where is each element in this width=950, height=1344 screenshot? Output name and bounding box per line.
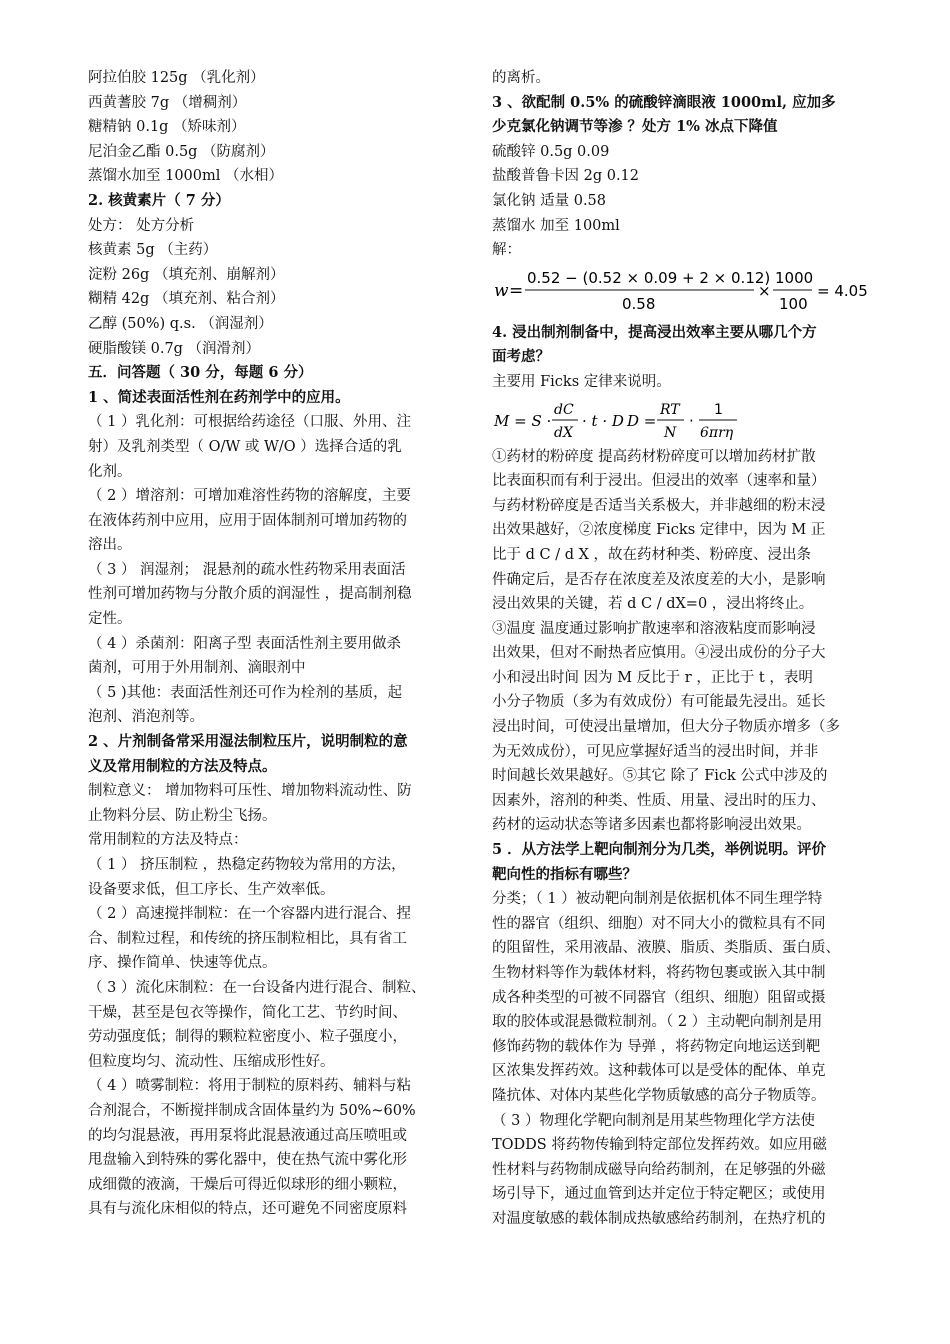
text-line: （ 3 ）物理化学靶向制剂是用某些物理化学方法使 [492,1112,815,1129]
text-line: 乙醇 (50%) q.s. （润湿剂） [88,315,273,332]
heading-line: 4. 浸出制剂制备中，提高浸出效率主要从哪几个方 [492,323,817,341]
formula-w-times: × [758,281,771,300]
text-line: 硬脂酸镁 0.7g （润滑剂） [88,340,261,357]
text-line: 的离析。 [492,70,550,86]
text-line: 成各种类型的可被不同器官（组织、细胞）阻留或摄 [492,989,826,1006]
heading-line: 靶向性的指标有哪些？ [492,865,637,883]
text-line: 但粒度均匀、流动性、压缩成形性好。 [88,1053,335,1070]
text-line: 具有与流化床相似的特点，还可避免不同密度原料 [88,1201,407,1218]
text-line: 分类；（ 1 ）被动靶向制剂是依据机体不同生理学特 [492,891,823,908]
formula-d-dot: · [689,411,694,430]
text-line: 件确定后，是否存在浓度差及浓度差的大小，是影响 [492,571,826,588]
heading-line: 5 ．从方法学上靶向制剂分为几类，举例说明。评价 [492,841,827,859]
formula-m-lhs: M = S · [494,411,552,430]
text-line: 主要用 Ficks 定律来说明。 [492,373,671,390]
text-line: 时间越长效果越好。⑤其它 除了 Fick 公式中涉及的 [492,768,828,785]
text-line: 对温度敏感的载体制成热敏感给药制剂，在热疗机的 [492,1210,826,1227]
text-line: （ 3 ）流化床制粒：在一台设备内进行混合、制粒、 [88,979,426,996]
formula-d-n: N [664,424,677,441]
text-line: 的均匀混悬液，再用泵将此混悬液通过高压喷咀或 [88,1127,407,1144]
text-line: 性的器官（组织、细胞）对不同大小的微粒具有不同 [492,915,826,932]
text-line: 出效果越好，②浓度梯度 Ficks 定律中，因为 M 正 [492,522,826,539]
text-line: 因素外，溶剂的种类、性质、用量、浸出时的压力、 [492,792,826,809]
text-line: 的阻留性，采用液晶、液膜、脂质、类脂质、蛋白质、 [492,940,840,957]
formula-w-svg [492,265,882,317]
text-line: 小分子物质（多为有效成份）有可能最先浸出。延长 [492,694,826,711]
text-line: 菌剂，可用于外用制剂、滴眼剂中 [88,660,306,677]
text-line: （ 2 ）高速搅拌制粒：在一个容器内进行混合、捏 [88,906,411,923]
text-line: （ 4 ）喷雾制粒：将用于制粒的原料药、辅料与粘 [88,1078,411,1095]
text-line: 性材料与药物制成磁导向给药制剂，在足够强的外磁 [492,1161,826,1178]
text-line: （ 1 ） 挤压制粒 ，热稳定药物较为常用的方法， [88,857,406,873]
text-line: 解： [492,242,521,259]
formula-m-dx: dX [554,424,573,441]
heading-line: 五．问答题（ 30 分，每题 6 分） [88,364,313,382]
formula-d-lhs: D = [627,411,657,430]
heading-line: 面考虑？ [492,348,550,366]
text-line: 小和浸出时间 因为 M 反比于 r ，正比于 t ，表明 [492,669,813,686]
text-line: 劳动强度低；制得的颗粒粒密度小、粒子强度小， [88,1029,407,1046]
text-line: 盐酸普鲁卡因 2g 0.12 [492,168,640,185]
text-line: 定性。 [88,611,132,628]
text-line: （ 4 ）杀菌剂：阳离子型 表面活性剂主要用做杀 [88,635,402,652]
heading-line: 3 、欲配制 0.5% 的硫酸锌滴眼液 1000ml, 应加多 [492,93,836,111]
text-line: 浸出效果的关键，若 d C / dX=0 ，浸出将终止。 [492,596,814,613]
formula-w-denominator: 0.58 [622,294,656,313]
text-line: 取的胶体或混悬微粒制剂。（ 2 ）主动靶向制剂是用 [492,1014,823,1031]
text-line: 出效果，但对不耐热者应慎用。④浸出成份的分子大 [492,645,826,662]
text-line: 溶出。 [88,537,132,554]
text-line: 氯化钠 适量 0.58 [492,192,607,209]
text-line: 为无效成份），可见应掌握好适当的浸出时间，并非 [492,743,819,760]
right-column-part-a [492,66,882,263]
right-column-part-c [492,445,882,1232]
text-line: 场引导下，通过血管到达并定位于特定靶区；或使用 [492,1186,826,1203]
text-line: 生物材料等作为载体材料，将药物包裹或嵌入其中制 [492,965,826,981]
right-column-part-b [492,321,882,395]
formula-w-result: = 4.05 [817,281,868,300]
text-line: 硫酸锌 0.5g 0.09 [492,143,610,160]
formula-w-equals: = [509,280,524,301]
text-line: 糖精钠 0.1g （矫味剂） [88,119,246,136]
text-line: 化剂。 [88,463,132,480]
heading-line: 2 、片剂制备常采用湿法制粒压片，说明制粒的意 [88,733,408,751]
text-line: 止物料分层、防止粉尘飞扬。 [88,807,277,824]
heading-line: 义及常用制粒的方法及特点。 [88,757,277,775]
text-line: 蒸馏水加至 1000ml （水相） [88,168,284,185]
formula-d-six-pi: 6πrη [700,424,734,441]
text-line: 西黄蓍胶 7g （增稠剂） [88,94,247,111]
text-line: 隆抗体、对体内某些化学物质敏感的高分子物质等。 [492,1087,826,1104]
text-line: 核黄素 5g （主药） [88,242,218,259]
text-line: 比表面积而有利于浸出。但浸出的效率（速率和量） [492,473,826,490]
text-line: （ 1 ）乳化剂：可根据给药途径（口服、外用、注 [88,414,411,431]
right-column [492,66,882,1232]
text-line: 射）及乳剂类型（ O/W 或 W/O ）选择合适的乳 [88,438,402,455]
text-line: 成细微的液滴，干燥后可得近似球形的细小颗粒， [88,1176,407,1193]
text-line: 浸出时间，可使浸出量增加，但大分子物质亦增多（多 [492,719,840,736]
text-line: 序、操作简单、快速等优点。 [88,955,277,972]
formula-m-svg [492,397,882,443]
text-line: 合剂混合，不断搅拌制成含固体量约为 50%~60% [88,1102,416,1119]
text-line: （ 5 )其他：表面活性剂还可作为栓剂的基质，起 [88,684,403,701]
formula-d-one: 1 [714,401,723,418]
text-line: 泡剂、消泡剂等。 [88,709,204,726]
text-line: 糊精 42g （填充剂、粘合剂） [88,291,285,308]
heading-line: 1 、简述表面活性剂在药剂学中的应用。 [88,388,350,406]
text-line: （ 3 ） 润湿剂； 混悬剂的疏水性药物采用表面活 [88,561,406,578]
formula-m [492,397,882,443]
text-line: 合、制粒过程，和传统的挤压制粒相比，具有省工 [88,930,407,947]
text-line: 处方： 处方分析 [88,217,195,234]
heading-line: 少克氯化钠调节等渗 ？处方 1% 冰点下降值 [492,118,778,136]
text-line: TODDS 将药物传输到特定部位发挥药效。如应用磁 [492,1137,827,1154]
text-line: 甩盘输入到特殊的雾化器中，使在热气流中雾化形 [88,1152,407,1169]
formula-w [492,265,882,317]
text-line: 在液体药剂中应用，应用于固体制剂可增加药物的 [88,512,407,529]
text-line: 设备要求低，但工序长、生产效率低。 [88,881,335,898]
formula-m-tail: · t · D [582,411,624,430]
text-line: 阿拉伯胶 125g （乳化剂） [88,70,265,86]
formula-d-rt: RT [660,401,680,418]
text-line: 制粒意义： 增加物料可压性、增加物料流动性、防 [88,783,412,800]
text-line: 干燥，甚至是包衣等操作，简化工艺、节约时间、 [88,1004,407,1021]
formula-w-den2: 100 [779,294,808,313]
text-line: 修饰药物的载体作为 导弹 ，将药物定向地运送到靶 [492,1038,821,1055]
text-line: 药材的运动状态等诸多因素也都将影响浸出效果。 [492,817,811,834]
text-line: （ 2 ）增溶剂：可增加难溶性药物的溶解度，主要 [88,488,411,505]
formula-w-num2: 1000 [775,268,814,287]
text-line: ③温度 温度通过影响扩散速率和溶液粘度而影响浸 [492,620,816,637]
formula-w-numerator: 0.52 − (0.52 × 0.09 + 2 × 0.12) [527,268,771,287]
text-line: 蒸馏水 加至 100ml [492,217,620,234]
formula-w-lhs: w [494,280,509,301]
text-line: 常用制粒的方法及特点： [88,832,248,849]
formula-m-dc: dC [554,401,574,418]
text-line: 尼泊金乙酯 0.5g （防腐剂） [88,143,275,160]
text-line: 性剂可增加药物与分散介质的润湿性 ，提高制剂稳 [88,586,412,603]
text-line: 区浓集发挥药效。这种载体可以是受体的配体、单克 [492,1063,826,1080]
heading-line: 2. 核黄素片（ 7 分） [88,191,230,209]
left-column [88,66,466,1222]
text-line: ①药材的粉碎度 提高药材粉碎度可以增加药材扩散 [492,448,816,465]
text-line: 淀粉 26g （填充剂、崩解剂） [88,266,285,283]
text-line: 与药材粉碎度是否适当关系极大，并非越细的粉末浸 [492,497,826,514]
text-line: 比于 d C / d X ，故在药材种类、粉碎度、浸出条 [492,546,812,563]
